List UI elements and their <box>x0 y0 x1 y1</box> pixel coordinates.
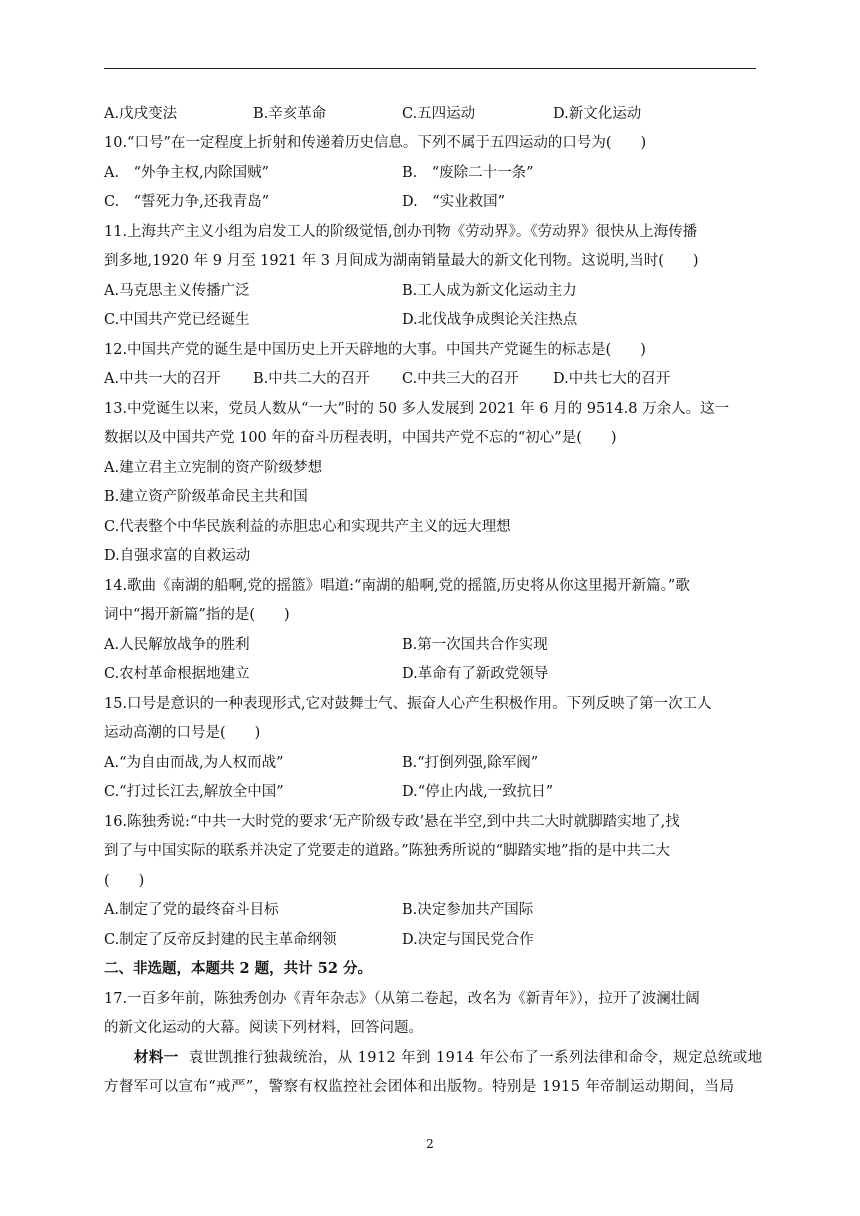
material-1-text: 袁世凯推行独裁统治，从 1912 年到 1914 年公布了一系列法律和命令，规定总统或地 <box>188 1050 763 1066</box>
q11-option-c: C.中国共产党已经诞生 <box>104 312 250 328</box>
q9-option-c: C.五四运动 <box>402 106 476 122</box>
q16-stem-line3: ( ) <box>104 873 145 889</box>
q14-option-b: B.第一次国共合作实现 <box>402 637 548 653</box>
q10-stem: 10.“口号”在一定程度上折射和传递着历史信息。下列不属于五四运动的口号为( ) <box>104 135 647 151</box>
header-rule <box>104 68 756 69</box>
q10-option-c: C. “誓死力争,还我青岛” <box>104 194 270 210</box>
q11-option-a: A.马克思主义传播广泛 <box>104 283 250 299</box>
q13-option-b: B.建立资产阶级革命民主共和国 <box>104 489 308 505</box>
q14-option-d: D.革命有了新政党领导 <box>402 666 549 682</box>
material-1-line1 <box>134 1048 763 1068</box>
q17-stem-line2: 的新文化运动的大幕。阅读下列材料，回答问题。 <box>104 1020 423 1036</box>
section-heading: 二、非选题，本题共 2 题，共计 52 分。 <box>104 960 372 977</box>
q14-stem-line2: 词中“揭开新篇”指的是( ) <box>104 607 290 623</box>
q9-option-b: B.辛亥革命 <box>253 106 327 122</box>
q16-option-a: A.制定了党的最终奋斗目标 <box>104 902 279 918</box>
q17-stem-line1: 17.一百多年前，陈独秀创办《青年杂志》（从第二卷起，改名为《新青年》），拉开了波澜壮阔 <box>104 991 700 1007</box>
q12-option-a: A.中共一大的召开 <box>104 371 221 387</box>
q9-option-a: A.戊戌变法 <box>104 106 178 122</box>
q15-stem-line1: 15.口号是意识的一种表现形式,它对鼓舞士气、振奋人心产生积极作用。下列反映了第一次工人 <box>104 696 712 712</box>
q12-option-d: D.中共七大的召开 <box>553 371 671 387</box>
q12-option-c: C.中共三大的召开 <box>402 371 519 387</box>
q13-stem-line1: 13.中党诞生以来，党员人数从“一大”时的 50 多人发展到 2021 年 6 月的 9514.8 万余人。这一 <box>104 401 730 417</box>
q16-option-d: D.决定与国民党合作 <box>402 932 534 948</box>
q15-stem-line2: 运动高潮的口号是( ) <box>104 725 261 741</box>
material-1-line2: 方督军可以宣布“戒严”，警察有权监控社会团体和出版物。特别是 1915 年帝制运动期间，当局 <box>104 1079 735 1095</box>
q11-option-b: B.工人成为新文化运动主力 <box>402 283 577 299</box>
q10-option-b: B. “废除二十一条” <box>402 165 534 181</box>
q13-option-c: C.代表整个中华民族利益的赤胆忠心和实现共产主义的远大理想 <box>104 519 511 535</box>
material-label: 材料一 <box>134 1049 179 1066</box>
page-number: 2 <box>426 1137 434 1151</box>
q10-option-a: A. “外争主权,内除国贼” <box>104 165 270 181</box>
q16-option-b: B.决定参加共产国际 <box>402 902 534 918</box>
q13-option-d: D.自强求富的自救运动 <box>104 548 251 564</box>
q11-option-d: D.北伐战争成舆论关注热点 <box>402 312 578 328</box>
q14-stem-line1: 14.歌曲《南湖的船啊,党的摇篮》唱道:“南湖的船啊,党的摇篮,历史将从你这里揭开新篇。”歌 <box>104 578 690 594</box>
q16-stem-line2: 到了与中国实际的联系并决定了党要走的道路。”陈独秀所说的“脚踏实地”指的是中共二大 <box>104 843 670 859</box>
q12-option-b: B.中共二大的召开 <box>253 371 370 387</box>
q13-stem-line2: 数据以及中国共产党 100 年的奋斗历程表明，中国共产党不忘的“初心”是( ) <box>104 430 617 446</box>
q15-option-c: C.“打过长江去,解放全中国” <box>104 784 284 800</box>
q16-option-c: C.制定了反帝反封建的民主革命纲领 <box>104 932 337 948</box>
q10-option-d: D. “实业救国” <box>402 194 506 210</box>
q13-option-a: A.建立君主立宪制的资产阶级梦想 <box>104 460 323 476</box>
q16-stem-line1: 16.陈独秀说:“中共一大时党的要求‘无产阶级专政’悬在半空,到中共二大时就脚踏实地了,找 <box>104 814 680 830</box>
q11-stem-line1: 11.上海共产主义小组为启发工人的阶级觉悟,创办刊物《劳动界》。《劳动界》很快从上海传播 <box>104 224 698 240</box>
q14-option-a: A.人民解放战争的胜利 <box>104 637 250 653</box>
q14-option-c: C.农村革命根据地建立 <box>104 666 250 682</box>
q11-stem-line2: 到多地,1920 年 9 月至 1921 年 3 月间成为湖南销量最大的新文化刊物。这说明,当时( ) <box>104 253 699 269</box>
q9-option-d: D.新文化运动 <box>553 106 642 122</box>
q15-option-b: B.“打倒列强,除军阀” <box>402 755 539 771</box>
q15-option-d: D.“停止内战,一致抗日” <box>402 784 554 800</box>
q15-option-a: A.“为自由而战,为人权而战” <box>104 755 284 771</box>
q12-stem: 12.中国共产党的诞生是中国历史上开天辟地的大事。中国共产党诞生的标志是( ) <box>104 342 646 358</box>
